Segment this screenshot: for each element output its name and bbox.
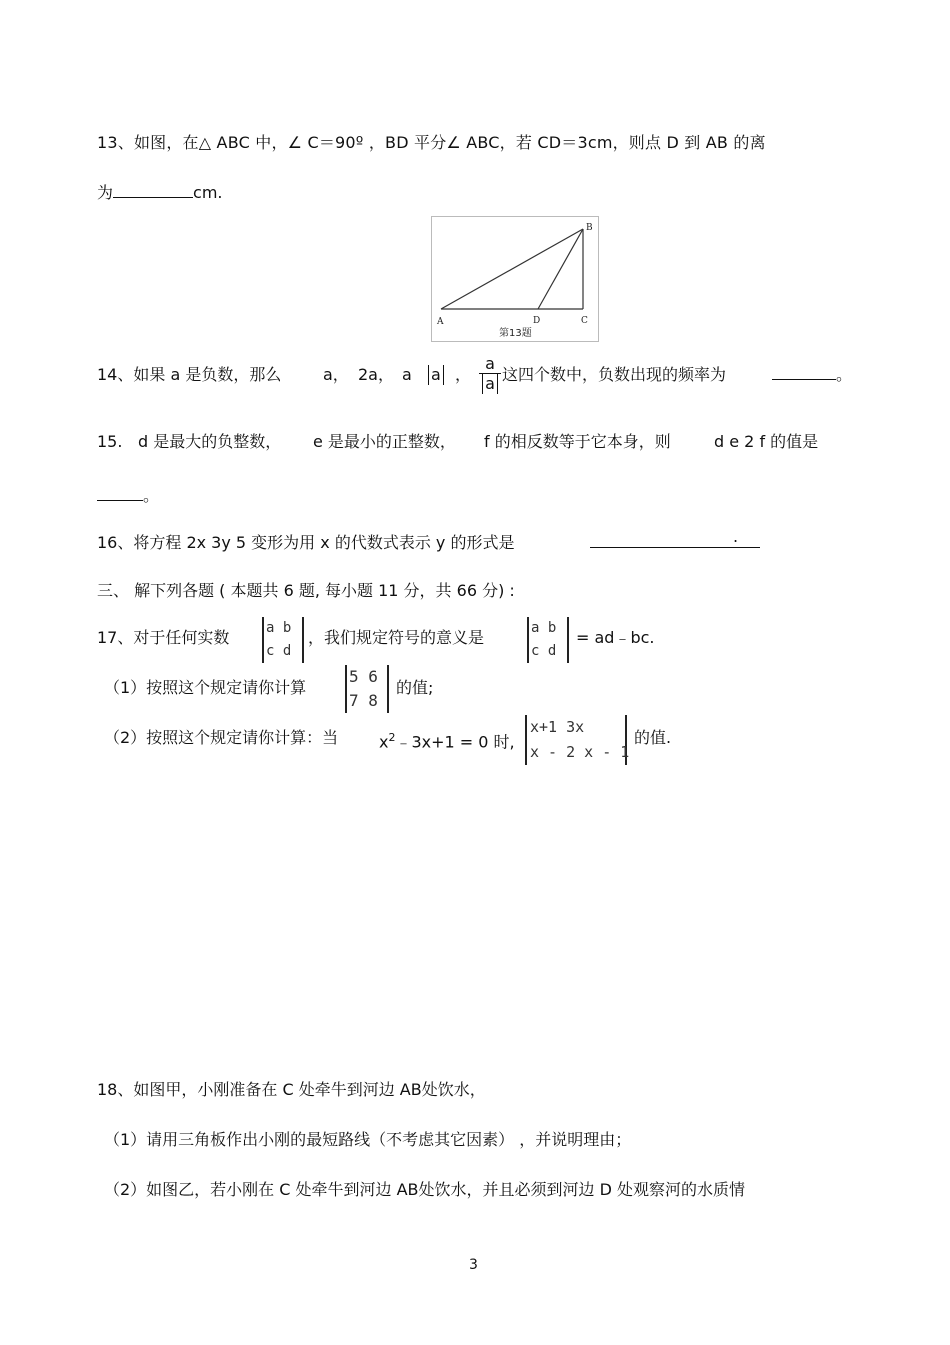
q14-comma: ， xyxy=(455,365,472,384)
q15-line2 xyxy=(97,484,159,508)
determinant-abcd xyxy=(262,617,304,663)
q15-part-d: d 是最大的负整数， xyxy=(138,432,282,451)
q15-expression: d e 2 f 的值是 xyxy=(714,432,819,451)
determinant-row: a b xyxy=(266,620,292,636)
q14-answer xyxy=(772,363,852,387)
determinant-abcd-definition xyxy=(527,617,569,663)
q16-answer xyxy=(590,527,760,555)
q14-end: 。 xyxy=(836,365,853,384)
section-3-title: 三、 解下列各题 ( 本题共 6 题, 每小题 11 分，共 66 分) : xyxy=(97,581,515,600)
figure-label-a: A xyxy=(437,317,444,327)
answer-blank xyxy=(590,527,760,548)
q14-prefix: 14、如果 a 是负数，那么 xyxy=(97,365,282,384)
q15-end: 。 xyxy=(143,486,160,505)
q18-line3: （2）如图乙，若小刚在 C 处牵牛到河边 AB处饮水，并且必须到河边 D 处观察河的水质情 xyxy=(104,1180,746,1199)
q14-term3: a xyxy=(402,365,412,384)
page-number: 3 xyxy=(469,1257,478,1273)
determinant-row: a b xyxy=(531,620,557,636)
answer-blank xyxy=(772,363,836,380)
q15-part-e: e 是最小的正整数， xyxy=(313,432,456,451)
determinant-row: x - 2 x - 1 xyxy=(530,743,630,761)
q14-fraction xyxy=(479,355,501,394)
answer-blank xyxy=(113,181,193,198)
q14-line xyxy=(97,363,281,387)
determinant-expression xyxy=(525,715,630,765)
q15-num: 15. xyxy=(97,432,123,451)
figure-label-c: C xyxy=(581,316,588,326)
figure-label-d: D xyxy=(533,316,541,326)
q18-line2: （1）请用三角板作出小刚的最短路线（不考虑其它因素） ，并说明理由； xyxy=(104,1130,632,1149)
equation-rest: ﹣3x+1 = 0 时, xyxy=(395,732,515,752)
fraction-numerator: a xyxy=(485,354,495,373)
q16-dot: . xyxy=(733,527,739,546)
determinant-row: c d xyxy=(531,643,557,659)
q13-line2 xyxy=(97,181,222,205)
determinant-row: c d xyxy=(266,643,292,659)
q14-abs xyxy=(428,363,444,387)
q17-part2-suffix: 的值. xyxy=(634,728,672,747)
answer-blank xyxy=(97,484,143,501)
figure-label-b: B xyxy=(586,223,593,233)
q17-part1: （1）按照这个规定请你计算 xyxy=(104,678,307,697)
fraction-denominator: a xyxy=(482,374,498,394)
q13-line1: 13、如图，在△ ABC 中，∠ C＝90º ，BD 平分∠ ABC，若 CD＝3cm，则点 D 到 AB 的离 xyxy=(97,133,766,152)
q14-suffix: 这四个数中，负数出现的频率为 xyxy=(502,365,727,384)
determinant-row: x+1 3x xyxy=(530,718,585,736)
determinant-5678 xyxy=(345,665,389,713)
q17-part1-suffix: 的值; xyxy=(396,678,434,697)
q18-line1: 18、如图甲，小刚准备在 C 处牵牛到河边 AB处饮水， xyxy=(97,1080,486,1099)
exponent: 2 xyxy=(388,731,396,744)
q14-term1: a， xyxy=(323,365,349,384)
q15-part-f: f 的相反数等于它本身，则 xyxy=(484,432,671,451)
q13-figure xyxy=(431,216,601,342)
q17-suffix: = ad﹣bc. xyxy=(576,628,655,647)
q13-line2-suffix: cm. xyxy=(193,183,223,202)
q17-prefix: 17、对于任何实数 xyxy=(97,628,230,647)
determinant-row: 7 8 xyxy=(349,691,378,710)
q13-line2-prefix: 为 xyxy=(97,183,114,202)
determinant-row: 5 6 xyxy=(349,667,378,686)
abs-value: a xyxy=(428,365,444,385)
q17-part2: （2）按照这个规定请你计算：当 xyxy=(104,728,339,747)
q14-term2: 2a， xyxy=(358,365,394,384)
q17-part2-equation xyxy=(379,726,515,754)
figure-caption: 第13题 xyxy=(499,328,532,339)
q16-text: 16、将方程 2x 3y 5 变形为用 x 的代数式表示 y 的形式是 xyxy=(97,533,515,552)
q17-middle: ，我们规定符号的意义是 xyxy=(308,628,485,647)
variable-x: x xyxy=(379,732,389,752)
